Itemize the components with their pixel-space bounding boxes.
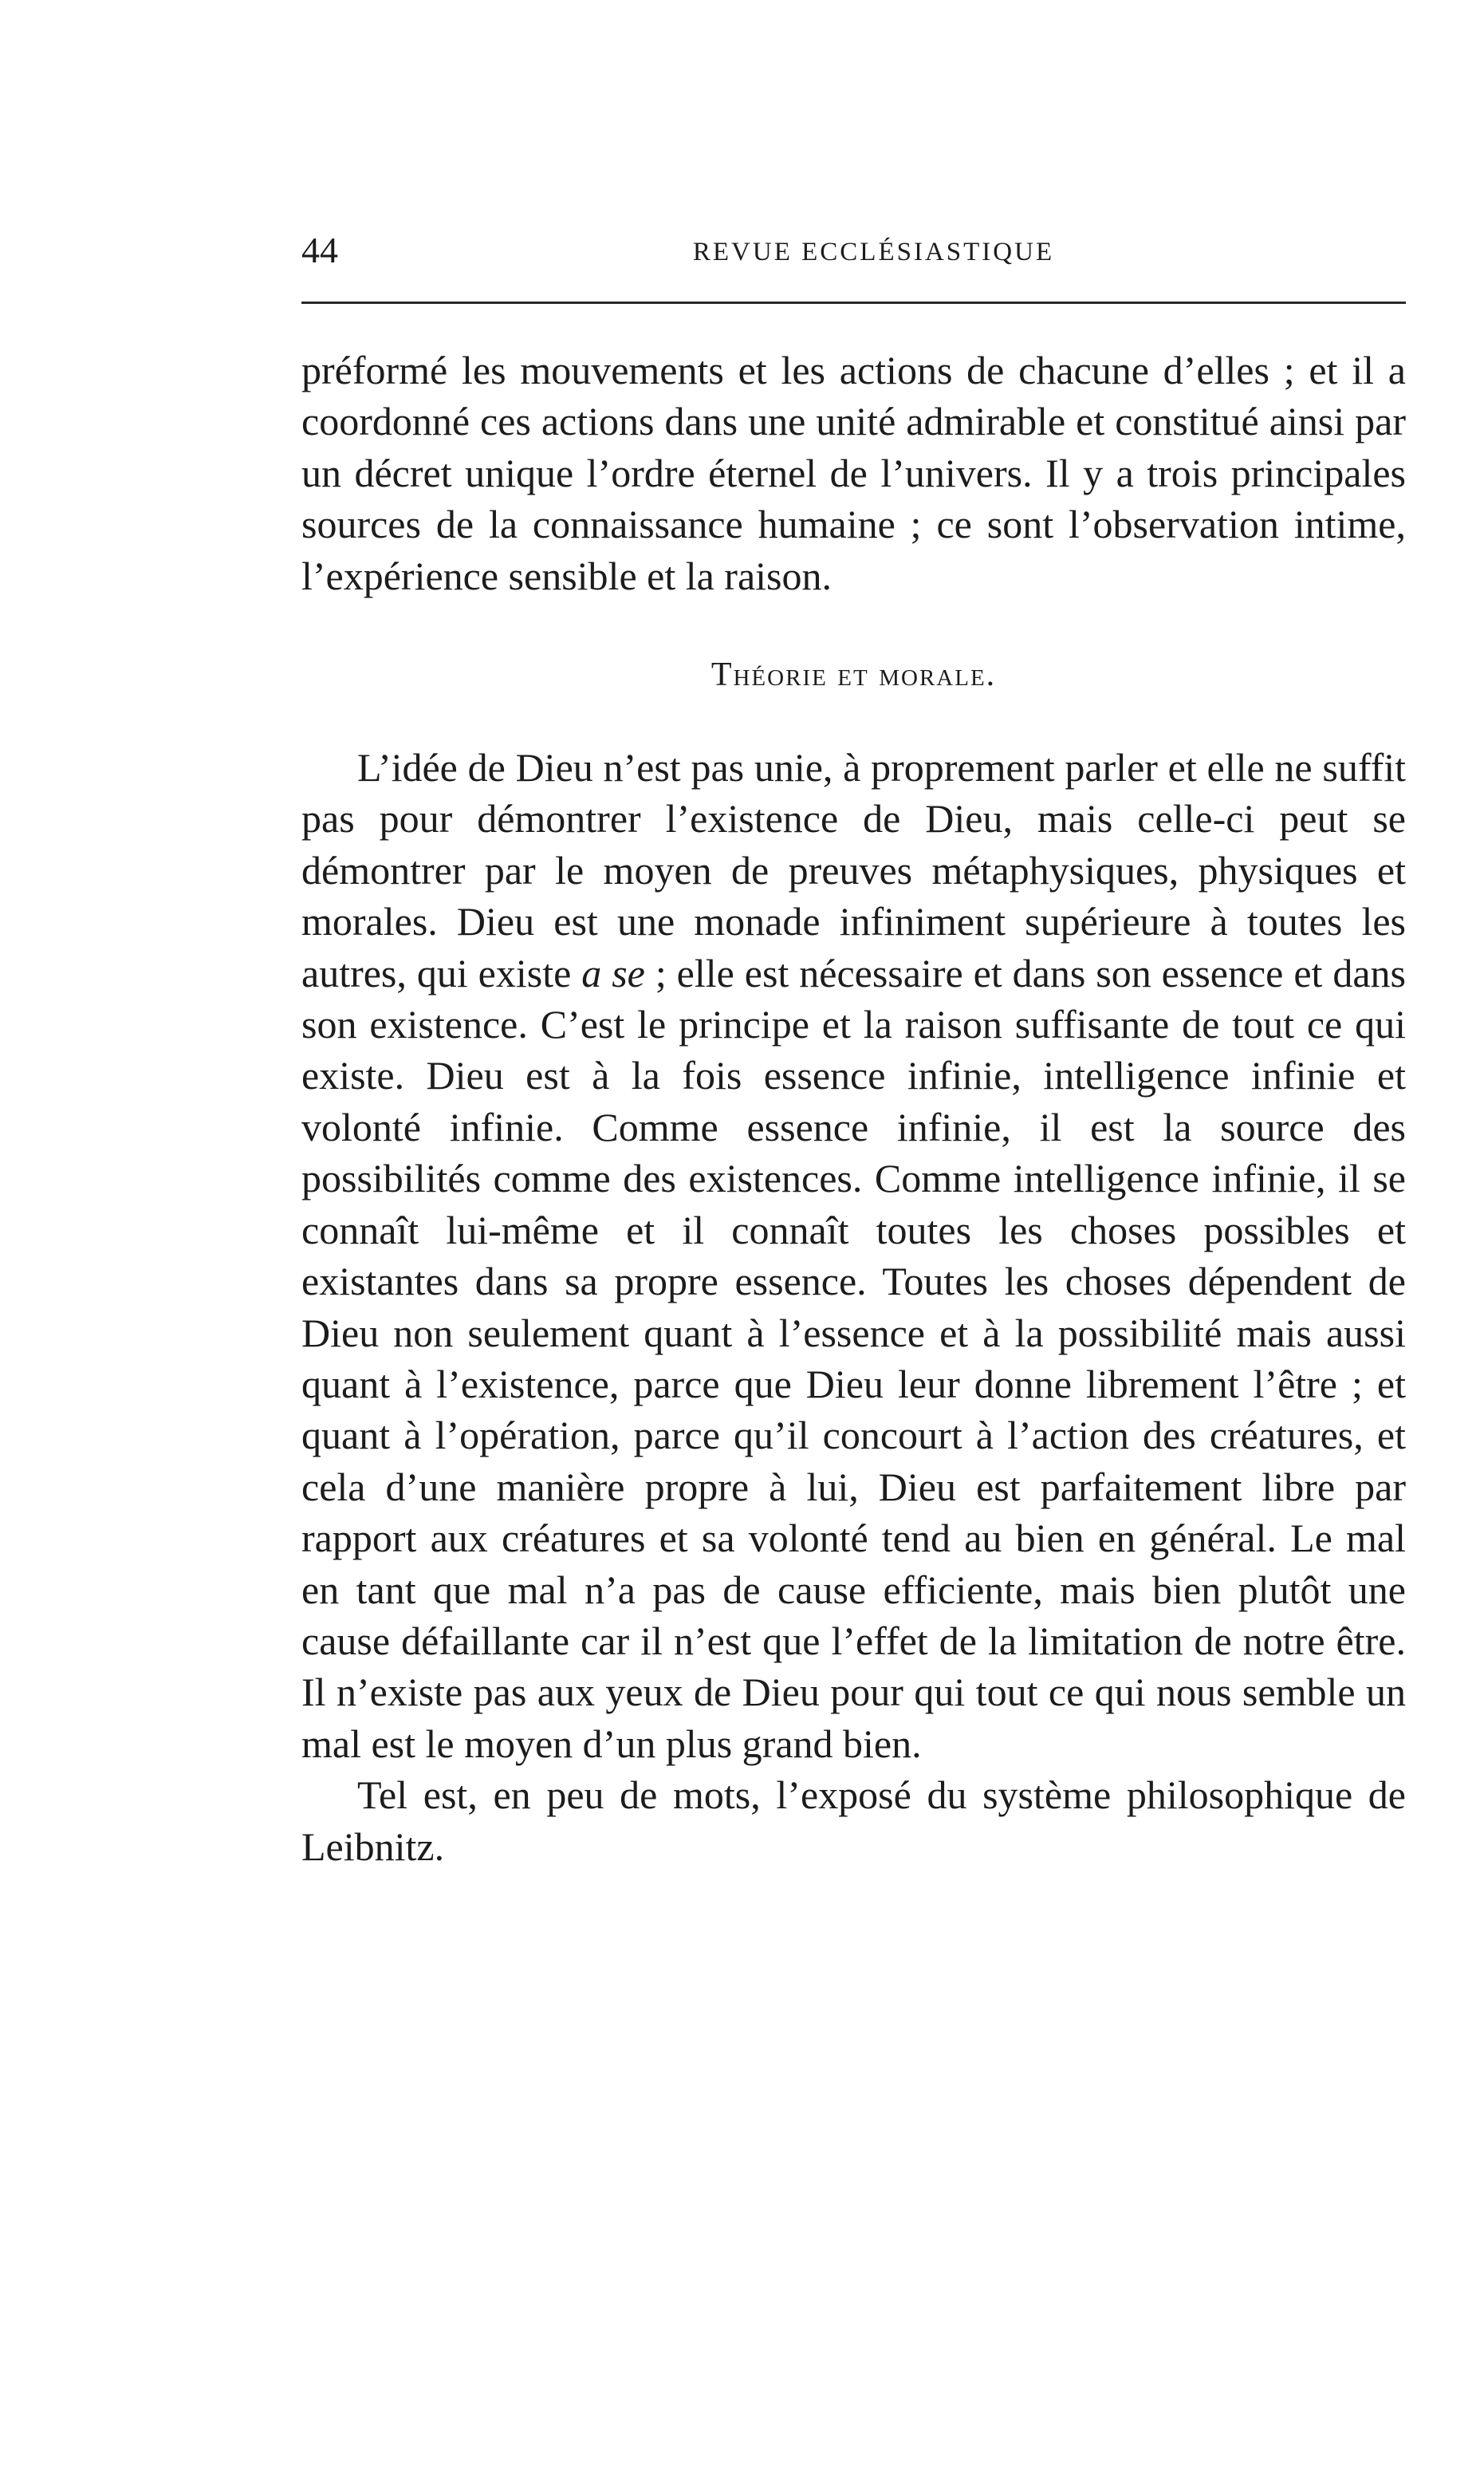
main-paragraph-part-1: L’idée de Dieu n’est pas unie, à proprement parler et elle ne suffit pas pour démontrer l’existence de Dieu, mais celle-ci peut se démontrer par le moyen de preuves métaphysiques, physiques et morales. Dieu est une monade infiniment supérieure à toutes les autres, qui existe — [301, 745, 1406, 995]
body-text — [301, 345, 1406, 1872]
page-number: 44 — [301, 230, 338, 270]
main-paragraph — [301, 742, 1406, 1769]
main-paragraph-part-2: ; elle est nécessaire et dans son essence et dans son existence. C’est le principe et la raison suffisante de tout ce qui existe. Dieu est à la fois essence infinie, intelligence infinie et volonté infinie. Comme essence infinie, il est la source des possibilités comme des existences. Comme intelligence infinie, il se connaît lui-même et il connaît toutes les choses possibles et existantes dans sa propre essence. Toutes les choses dépendent de Dieu non seulement quant à l’essence et à la possibilité mais aussi quant à l’existence, parce que Dieu leur donne librement l’être ; et quant à l’opération, parce qu’il concourt à l’action des créatures, et cela d’une manière propre à lui, Dieu est parfaitement libre par rapport aux créatures et sa volonté tend au bien en général. Le mal en tant que mal n’a pas de cause efficiente, mais bien plutôt une cause défaillante car il n’est que l’effet de la limitation de notre être. Il n’existe pas aux yeux de Dieu pour qui tout ce qui nous semble un mal est le moyen d’un plus grand bien. — [301, 950, 1407, 1766]
journal-title: REVUE ECCLÉSIASTIQUE — [692, 238, 1055, 266]
continued-paragraph: préformé les mouvements et les actions de chacune d’elles ; et il a coordonné ces actions dans une unité admirable et constitué ainsi par un décret unique l’ordre éternel de l’univers. Il y a trois principales sources de la connaissance humaine ; ce sont l’observation intime, l’expérience sensible et la raison. — [301, 348, 1406, 598]
header-rule — [301, 302, 1406, 304]
conclusion-paragraph: Tel est, en peu de mots, l’exposé du système philosophique de Leibnitz. — [301, 1772, 1406, 1869]
running-head — [301, 227, 1406, 274]
latin-phrase: a se — [581, 950, 645, 995]
section-heading: Théorie et morale. — [711, 656, 997, 694]
